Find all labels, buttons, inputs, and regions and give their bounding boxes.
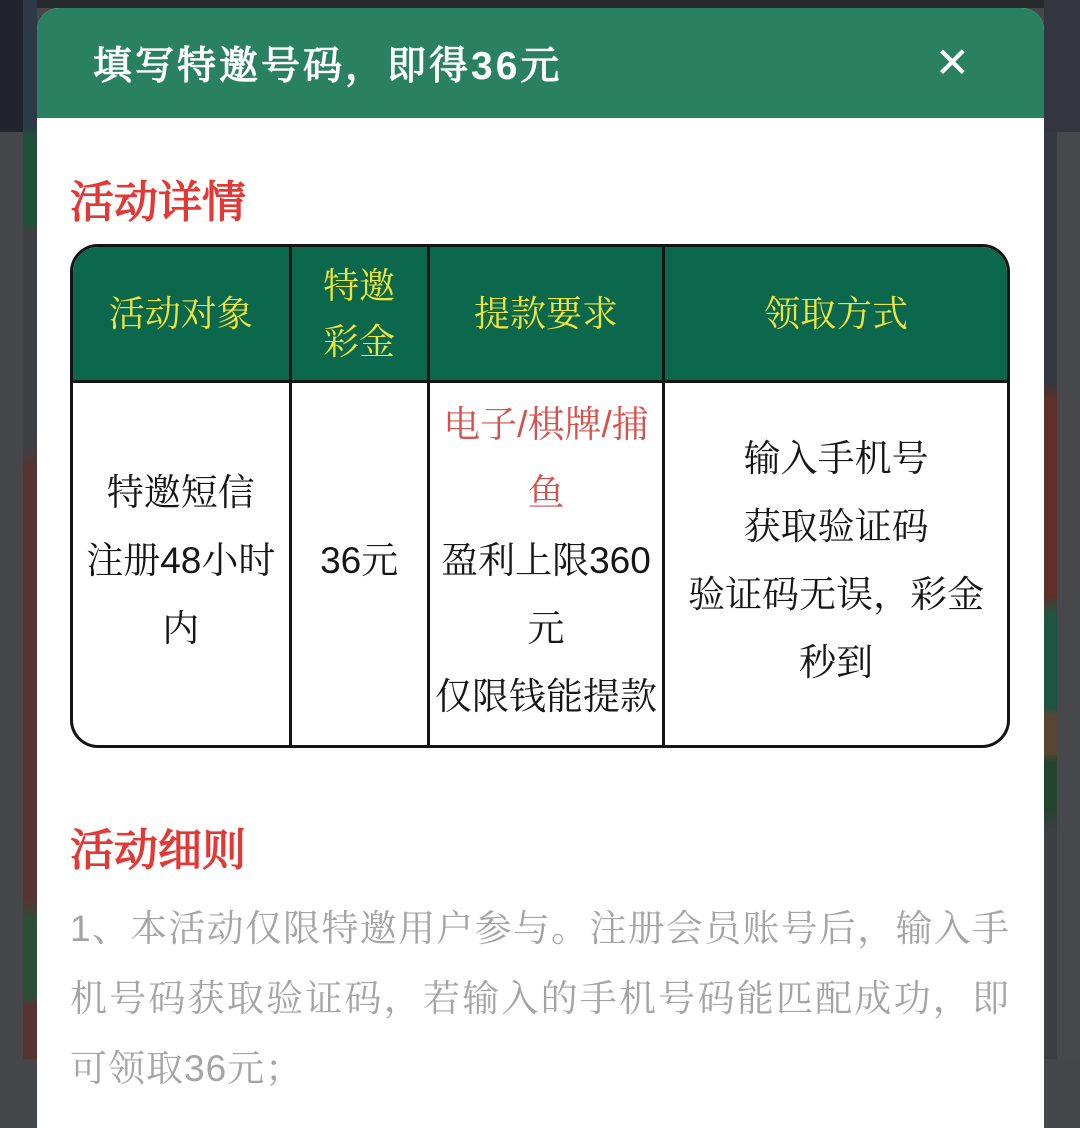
promo-modal <box>37 8 1044 1128</box>
cell-claim <box>662 383 1007 745</box>
header-cell-audience: 活动对象 <box>108 292 253 334</box>
dimmed-page-left-edge <box>23 0 37 1059</box>
rules-item: 1、本活动仅限特邀用户参与。注册会员账号后，输入手机号码获取验证码，若输入的手机号码能匹配成功，即可领取36元； <box>70 908 1010 1089</box>
backdrop-left-dark <box>0 0 37 132</box>
withdrawal-games-highlight: 电子/棋牌/捕鱼 <box>443 404 649 513</box>
rules-heading: 活动细则 <box>70 826 246 875</box>
bonus-amount: 36元 <box>320 540 399 581</box>
withdrawal-line: 盈利上限360元 <box>441 540 651 649</box>
header-cell-withdrawal: 提款要求 <box>427 247 662 380</box>
audience-line: 注册48小时内 <box>86 540 276 649</box>
header-cell-claim: 领取方式 <box>662 247 1007 380</box>
claim-line: 获取验证码 <box>743 506 929 547</box>
cell-withdrawal <box>427 383 662 745</box>
table-header-row <box>73 247 1007 383</box>
close-icon[interactable]: ✕ <box>934 39 970 86</box>
header-cell-bonus: 特邀彩金 <box>289 247 427 380</box>
withdrawal-line: 仅限钱能提款 <box>434 676 657 717</box>
details-heading: 活动详情 <box>70 178 246 227</box>
promo-table <box>70 244 1010 748</box>
backdrop-right-dark <box>1044 0 1080 132</box>
dimmed-page-right-edge <box>1044 132 1057 1059</box>
cell-audience <box>73 383 289 745</box>
backdrop-top-band <box>0 0 1080 8</box>
backdrop-right-area <box>1057 132 1080 1059</box>
modal-body <box>37 118 1044 1104</box>
claim-line: 输入手机号 <box>743 438 929 479</box>
modal-header <box>37 8 1044 118</box>
modal-title: 填写特邀号码，即得36元 <box>93 45 563 88</box>
table-body-row <box>73 383 1007 745</box>
claim-line: 验证码无误，彩金秒到 <box>688 574 985 683</box>
cell-bonus <box>289 383 427 745</box>
audience-line: 特邀短信 <box>106 472 255 513</box>
